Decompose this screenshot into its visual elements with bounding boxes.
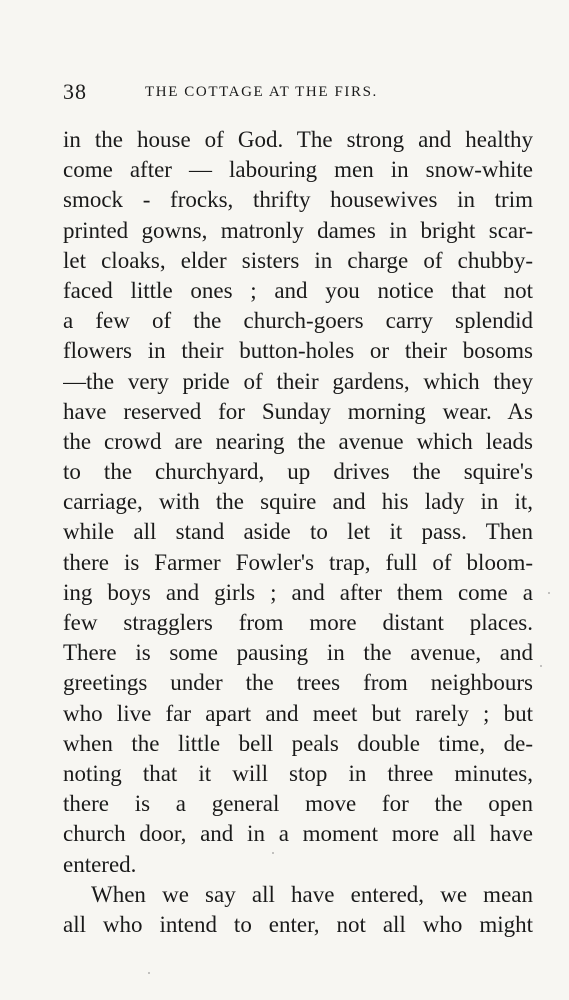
text-line: flowers in their button-holes or their bosoms — [63, 338, 533, 364]
text-line: while all stand aside to let it pass. Then — [63, 519, 533, 545]
page-number: 38 — [63, 79, 87, 104]
text-line: greetings under the trees from neighbours — [63, 670, 533, 696]
paper-speck — [540, 665, 542, 667]
text-line: entered. — [63, 851, 137, 877]
text-line: ing boys and girls ; and after them come a — [63, 579, 533, 605]
paper-speck — [148, 972, 150, 974]
text-line: —the very pride of their gardens, which they — [63, 368, 533, 394]
body-text — [63, 125, 533, 940]
text-line: there is a general move for the open — [63, 791, 533, 817]
paper-speck — [548, 592, 550, 594]
page-header — [63, 78, 533, 106]
text-line: a few of the church-goers carry splendid — [63, 308, 533, 334]
text-line: all who intend to enter, not all who might — [63, 911, 533, 937]
text-line: carriage, with the squire and his lady in it, — [63, 489, 533, 515]
text-line: have reserved for Sunday morning wear. As — [63, 398, 533, 424]
text-line: the crowd are nearing the avenue which leads — [63, 428, 533, 454]
text-line: who live far apart and meet but rarely ; but — [63, 700, 533, 726]
text-line: smock - frocks, thrifty housewives in trim — [63, 187, 533, 213]
text-line: noting that it will stop in three minutes, — [63, 760, 533, 786]
paragraph-2 — [63, 880, 533, 940]
text-line: come after — labouring men in snow-white — [63, 157, 533, 183]
text-line: there is Farmer Fowler's trap, full of bloom- — [63, 549, 533, 575]
text-line: few stragglers from more distant places. — [63, 610, 533, 635]
text-line: in the house of God. The strong and healthy — [63, 127, 533, 152]
paragraph-1 — [63, 125, 533, 880]
text-line: when the little bell peals double time, de- — [63, 730, 533, 756]
paper-speck — [272, 852, 274, 854]
text-line: faced little ones ; and you notice that not — [63, 277, 533, 303]
text-line: There is some pausing in the avenue, and — [63, 640, 533, 666]
running-title: THE COTTAGE AT THE FIRS. — [145, 84, 378, 100]
text-line: printed gowns, matronly dames in bright scar- — [63, 217, 533, 243]
text-line: let cloaks, elder sisters in charge of chubby- — [63, 247, 533, 273]
text-line: When we say all have entered, we mean — [91, 881, 533, 907]
text-line: to the churchyard, up drives the squire's — [63, 459, 533, 485]
text-line: church door, and in a moment more all have — [63, 821, 533, 847]
